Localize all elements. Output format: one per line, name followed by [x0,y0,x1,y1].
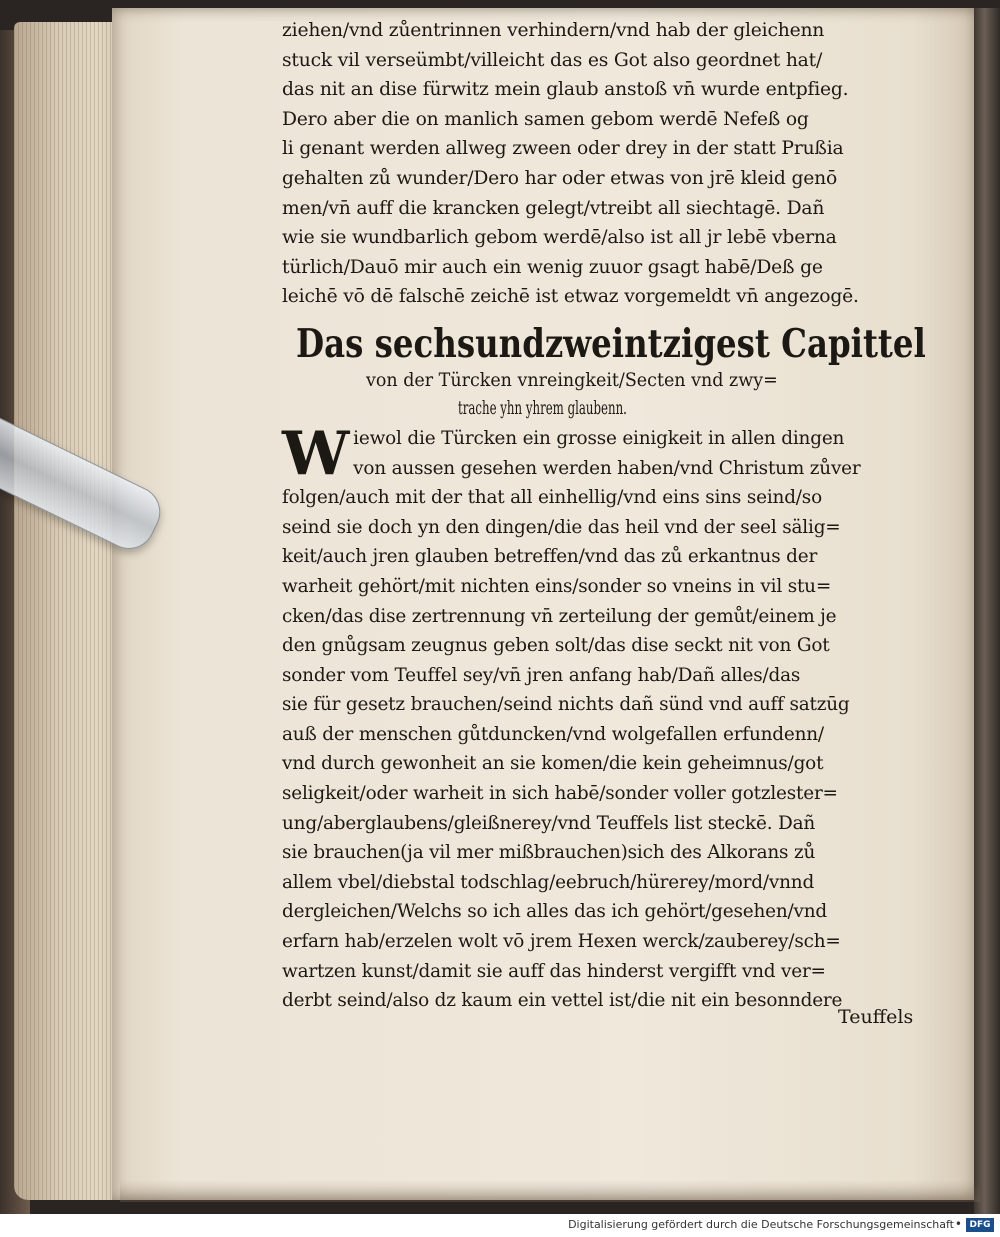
chapter-subheading-2: trache yhn yhrem glaubenn. [458,396,627,419]
body-text-line: von aussen gesehen werden haben/vnd Christum zůver [353,456,861,479]
top-text-line: türlich/Dauō mir auch ein wenig zuuor gsagt habē/Deß ge [282,255,823,278]
chapter-body [282,418,942,1016]
body-text-line: sie für gesetz brauchen/seind nichts dañ sünd vnd auff satzūg [282,693,850,716]
body-text-line: seligkeit/oder warheit in sich habē/sonder voller gotzlester= [282,782,838,805]
chapter-subheading-1: von der Türcken vnreingkeit/Secten vnd zwy= [366,368,778,391]
page-bottom-shadow [120,1180,980,1202]
body-text-line: allem vbel/diebstal todschlag/eebruch/hürerey/mord/vnnd [282,870,815,893]
body-text-line: sonder vom Teuffel sey/vn̄ jren anfang hab/Dañ alles/das [282,663,801,686]
book-right-edge [974,8,1000,1214]
top-text-line: stuck vil verseümbt/villeicht das es Got also geordnet hat/ [282,48,823,71]
body-text-line: seind sie doch yn den dingen/die das heil vnd der seel sälig= [282,515,841,538]
body-text-line: erfarn hab/erzelen wolt vō jrem Hexen werck/zauberey/sch= [282,930,841,953]
drop-cap: W [282,418,350,489]
text-lines-top [282,16,942,312]
body-text-line: sie brauchen(ja vil mer mißbrauchen)sich des Alkorans zů [282,841,816,864]
body-text-line: keit/auch jren glauben betreffen/vnd das zů erkantnus der [282,545,818,568]
top-text-line: leichē vō dē falschē zeichē ist etwaz vorgemeldt vn̄ angezogē. [282,285,859,308]
body-text-line: derbt seind/also dz kaum ein vettel ist/die nit ein besonndere [282,989,843,1012]
body-text-line: cken/das dise zertrennung vn̄ zerteilung der gemůt/einem je [282,604,837,627]
top-text-line: ziehen/vnd zůentrinnen verhindern/vnd hab der gleichenn [282,19,825,41]
body-text-line: folgen/auch mit der that all einhellig/vnd eins sins seind/so [282,486,822,509]
top-text-line: wie sie wundbarlich gebom werdē/also ist all jr lebē vberna [282,226,837,249]
top-text-line: Dero aber die on manlich samen gebom werdē Nefeß og [282,107,809,130]
body-text-line: ung/aberglaubens/gleißnerey/vnd Teuffels list steckē. Dañ [282,811,816,834]
body-text-line: wartzen kunst/damit sie auff das hinderst vergifft vnd ver= [282,959,826,982]
chapter-heading: Das sechsundzweintzigest Capittel [296,320,926,367]
body-text-line: dergleichen/Welchs so ich alles das ich gehört/gesehen/vnd [282,900,828,923]
catchword: Teuffels [838,1006,914,1028]
body-text-line: warheit gehört/mit nichten eins/sonder so vneins in vil stu= [282,574,832,597]
body-text-line: iewol die Türcken ein grosse einigkeit in allen dingen [353,426,845,449]
top-text-line: li genant werden allweg zween oder drey in der statt Prußia [282,137,844,160]
top-text-line: men/vn̄ auff die krancken gelegt/vtreibt all siechtagē. Dañ [282,196,825,219]
top-text-line: das nit an dise fürwitz mein glaub anstoß vn̄ wurde entpfieg. [282,78,849,101]
footer-credit: Digitalisierung gefördert durch die Deutsche Forschungsgemeinschaft [568,1218,954,1231]
body-text-line: auß der menschen gůtduncken/vnd wolgefallen erfundenn/ [282,722,824,745]
footer-separator: • [954,1217,962,1231]
text-block [282,16,942,1016]
text-lines-body [282,418,942,1016]
body-text-line: vnd durch gewonheit an sie komen/die kein geheimnus/got [282,752,824,775]
dfg-logo: DFG [966,1218,994,1232]
body-text-line: den gnůgsam zeugnus geben solt/das dise seckt nit von Got [282,634,830,657]
footer-bar [0,1214,1000,1237]
top-text-line: gehalten zů wunder/Dero har oder etwas von jrē kleid genō [282,166,838,189]
